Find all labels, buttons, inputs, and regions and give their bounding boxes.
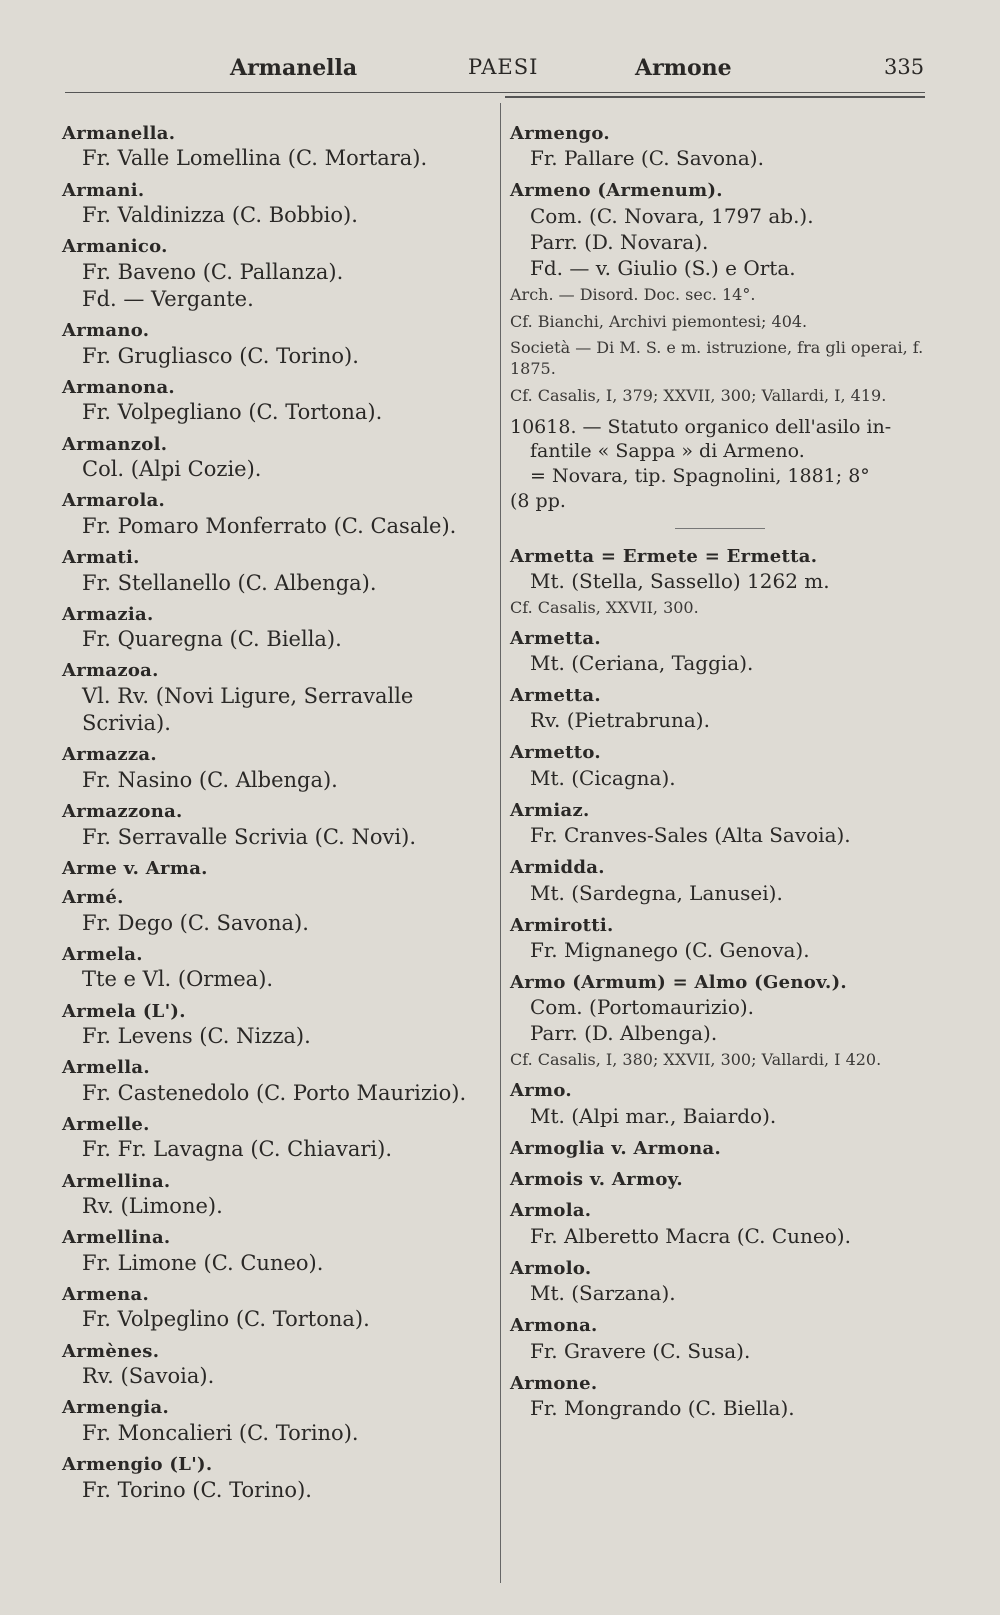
dictionary-entry [510, 856, 930, 905]
entry-line: Fr. Limone (C. Cuneo). [82, 1250, 324, 1275]
entry-note: Cf. Bianchi, Archivi piemontesi; 404. [510, 311, 808, 331]
entry-headword: Armano. [62, 320, 150, 342]
entry-line: Rv. (Savoia). [82, 1364, 215, 1389]
right-column-bottom [510, 545, 930, 1421]
entry-line: Fr. Nasino (C. Albenga). [82, 767, 338, 792]
entry-line: Mt. (Sarzana). [530, 1281, 676, 1306]
entry-headword: Armati. [62, 547, 140, 569]
dictionary-entry [62, 489, 487, 540]
entry-line: Mt. (Cicagna). [530, 765, 676, 790]
entry-headword: Armazza. [62, 744, 157, 766]
entry-line: Fr. Grugliasco (C. Torino). [82, 343, 359, 368]
dictionary-entry [62, 1453, 487, 1504]
right-column [510, 122, 930, 1429]
dictionary-entry [510, 1314, 930, 1363]
dictionary-entry [510, 1137, 930, 1160]
entry-headword: Armènes. [62, 1340, 160, 1362]
dictionary-entry [510, 741, 930, 790]
page-number: 335 [884, 55, 925, 79]
entry-note: Cf. Casalis, I, 379; XXVII, 300; Vallardi, I, 419. [510, 385, 887, 405]
dictionary-entry [510, 1168, 930, 1191]
entry-line: Tte e Vl. (Ormea). [82, 967, 274, 992]
dictionary-entry [510, 179, 930, 406]
entry-notes [510, 598, 930, 619]
entry-headword: Armela (L'). [62, 1000, 186, 1022]
dictionary-entry [62, 319, 487, 370]
dictionary-entry [62, 857, 487, 880]
entry-headword: Armetta. [510, 685, 601, 707]
entry-headword: Armé. [62, 887, 124, 909]
entry-line: Vl. Rv. (Novi Ligure, Serravalle Scrivia). [82, 683, 414, 736]
header-last-entry: Armone [635, 55, 732, 81]
dictionary-entry [62, 659, 487, 737]
entry-line: Rv. (Limone). [82, 1194, 223, 1219]
entry-line: Fr. Valdinizza (C. Bobbio). [82, 203, 358, 228]
statute-line: 10618. — Statuto organico dell'asilo in- [510, 415, 892, 438]
entry-headword: Armo (Armum) = Almo (Genov.). [510, 972, 847, 994]
entry-headword: Armela. [62, 943, 143, 965]
entry-line: Fr. Alberetto Macra (C. Cuneo). [530, 1223, 851, 1248]
dictionary-entry [510, 1199, 930, 1248]
entry-line: Fr. Mongrando (C. Biella). [530, 1395, 795, 1420]
dictionary-entry [62, 1056, 487, 1107]
dictionary-entry [510, 1372, 930, 1421]
statute-entry [510, 415, 930, 514]
entry-headword: Armengia. [62, 1397, 170, 1419]
entry-notes [510, 1050, 930, 1071]
entry-line: Fr. Volpeglino (C. Tortona). [82, 1307, 370, 1332]
header-first-entry: Armanella [230, 55, 358, 81]
entry-line: Fr. Moncalieri (C. Torino). [82, 1420, 359, 1445]
section-separator [675, 528, 765, 529]
entry-headword: Armella. [62, 1057, 150, 1079]
entry-line: Mt. (Sardegna, Lanusei). [530, 880, 783, 905]
dictionary-entry [62, 943, 487, 994]
entry-notes [510, 285, 930, 407]
dictionary-entry [510, 545, 930, 619]
header-section-title: PAESI [468, 55, 539, 79]
entry-headword: Armirotti. [510, 914, 614, 936]
dictionary-entry [62, 433, 487, 484]
dictionary-entry [62, 179, 487, 230]
dictionary-entry [510, 684, 930, 733]
dictionary-entry [62, 1226, 487, 1277]
entry-line: Fr. Pallare (C. Savona). [530, 146, 764, 171]
entry-line: Parr. (D. Albenga). [530, 1021, 718, 1046]
entry-headword: Armidda. [510, 857, 605, 879]
entry-headword: Armetta. [510, 627, 601, 649]
entry-line: Fr. Levens (C. Nizza). [82, 1024, 311, 1048]
statute-line: (8 pp. [510, 489, 566, 512]
entry-headword: Armanona. [62, 377, 175, 399]
dictionary-entry [62, 1396, 487, 1447]
entry-line: Fr. Serravalle Scrivia (C. Novi). [82, 824, 416, 849]
entry-headword: Armanella. [62, 123, 176, 144]
entry-headword: Armani. [62, 179, 145, 201]
entry-headword: Armetta = Ermete = Ermetta. [510, 545, 818, 567]
entry-line: Mt. (Stella, Sassello) 1262 m. [530, 568, 830, 593]
dictionary-entry [62, 122, 487, 173]
entry-note: Società — Di M. S. e m. istruzione, fra gli operai, f. 1875. [510, 338, 924, 379]
dictionary-entry [510, 1257, 930, 1306]
statute-line: = Novara, tip. Spagnolini, 1881; 8° [530, 465, 870, 488]
left-column [62, 122, 487, 1510]
entry-headword: Armelle. [62, 1113, 150, 1135]
entry-headword: Armazzona. [62, 801, 183, 823]
entry-line: Fr. Baveno (C. Pallanza). [82, 259, 344, 284]
entry-note: Cf. Casalis, XXVII, 300. [510, 597, 699, 617]
entry-line: Fr. Quaregna (C. Biella). [82, 627, 342, 652]
dictionary-entry [62, 546, 487, 597]
entry-headword: Armanico. [62, 236, 168, 258]
dictionary-entry [62, 1113, 487, 1164]
entry-headword: Armazoa. [62, 660, 159, 682]
entry-headword: Arme v. Arma. [62, 857, 208, 879]
entry-headword: Armellina. [62, 1227, 171, 1249]
entry-headword: Armone. [510, 1372, 598, 1394]
entry-line: Com. (C. Novara, 1797 ab.). [530, 203, 814, 228]
entry-headword: Armengio (L'). [62, 1454, 213, 1476]
dictionary-entry [62, 376, 487, 427]
dictionary-entry [62, 1283, 487, 1334]
entry-headword: Armois v. Armoy. [510, 1169, 683, 1191]
entry-headword: Armona. [510, 1315, 598, 1337]
entry-line: Fr. Fr. Lavagna (C. Chiavari). [82, 1137, 393, 1162]
header-rule [65, 92, 925, 93]
dictionary-entry [510, 914, 930, 963]
entry-note: Arch. — Disord. Doc. sec. 14°. [510, 284, 756, 304]
dictionary-entry [510, 799, 930, 848]
entry-line: Fr. Torino (C. Torino). [82, 1477, 312, 1502]
entry-headword: Armola. [510, 1200, 592, 1222]
dictionary-entry [62, 1170, 487, 1221]
dictionary-entry [62, 603, 487, 654]
statute-line: fantile « Sappa » di Armeno. [530, 440, 805, 463]
entry-line: Fr. Castenedolo (C. Porto Maurizio). [82, 1080, 467, 1105]
entry-line: Fd. — v. Giulio (S.) e Orta. [530, 255, 796, 280]
header-rule-thick [505, 96, 925, 98]
entry-note: Cf. Casalis, I, 380; XXVII, 300; Vallardi, I 420. [510, 1050, 882, 1070]
entry-headword: Armolo. [510, 1257, 592, 1279]
dictionary-entry [510, 627, 930, 676]
dictionary-entry [62, 1000, 487, 1051]
entry-headword: Armeno (Armenum). [510, 180, 723, 202]
entry-headword: Armoglia v. Armona. [510, 1137, 722, 1159]
entry-headword: Armo. [510, 1080, 572, 1102]
dictionary-entry [62, 743, 487, 794]
entry-line: Com. (Portomaurizio). [530, 995, 755, 1020]
entry-headword: Armengo. [510, 123, 610, 144]
entry-line: Mt. (Alpi mar., Baiardo). [530, 1103, 777, 1128]
running-header [0, 55, 1000, 85]
entry-line: Fr. Cranves-Sales (Alta Savoia). [530, 823, 851, 848]
entry-line: Parr. (D. Novara). [530, 229, 709, 254]
entry-line: Fr. Pomaro Monferrato (C. Casale). [82, 513, 457, 538]
entry-line: Rv. (Pietrabruna). [530, 708, 710, 733]
entry-headword: Armarola. [62, 490, 166, 512]
dictionary-entry [510, 122, 930, 171]
entry-line: Fr. Volpegliano (C. Tortona). [82, 400, 383, 425]
entry-headword: Armiaz. [510, 799, 590, 821]
entry-line: Mt. (Ceriana, Taggia). [530, 651, 754, 676]
dictionary-entry [62, 235, 487, 313]
dictionary-entry [62, 886, 487, 937]
entry-headword: Armellina. [62, 1170, 171, 1192]
right-column-top [510, 122, 930, 407]
entry-headword: Armanzol. [62, 433, 168, 455]
entry-line: Fr. Gravere (C. Susa). [530, 1338, 751, 1363]
entry-line: Fr. Dego (C. Savona). [82, 910, 309, 935]
entry-headword: Armetto. [510, 742, 601, 764]
entry-line: Col. (Alpi Cozie). [82, 457, 262, 482]
entry-headword: Armazia. [62, 603, 154, 625]
entry-line: Fr. Stellanello (C. Albenga). [82, 570, 377, 595]
dictionary-entry [510, 971, 930, 1071]
entry-line: Fd. — Vergante. [82, 287, 254, 312]
dictionary-entry [510, 1079, 930, 1128]
entry-line: Fr. Mignanego (C. Genova). [530, 938, 810, 963]
entry-line: Fr. Valle Lomellina (C. Mortara). [82, 146, 428, 171]
column-divider [500, 103, 501, 1583]
entry-headword: Armena. [62, 1284, 150, 1306]
dictionary-entry [62, 800, 487, 851]
dictionary-entry [62, 1340, 487, 1391]
